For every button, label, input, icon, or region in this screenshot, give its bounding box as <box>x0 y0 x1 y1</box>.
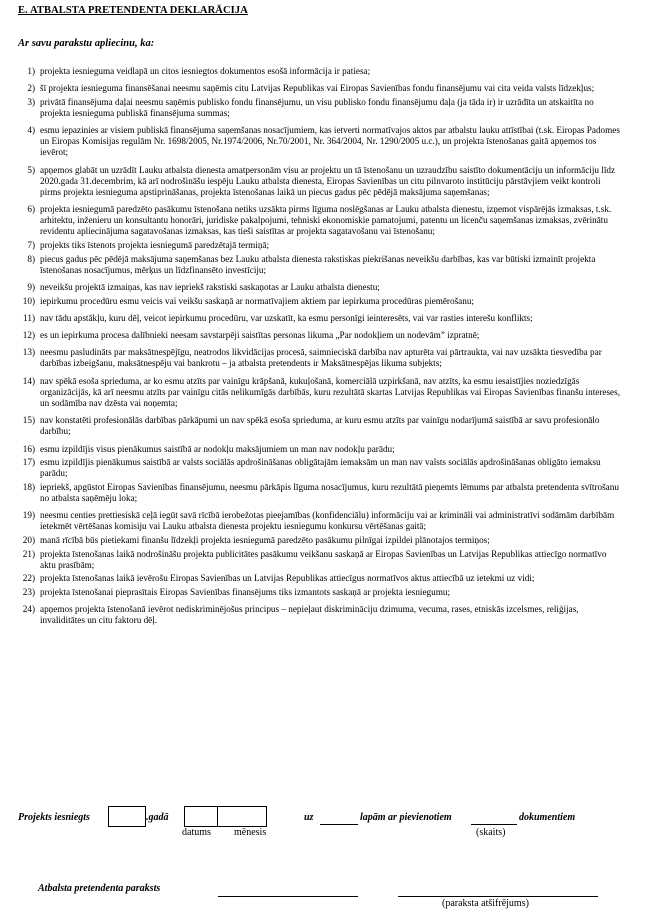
declaration-item <box>0 457 645 479</box>
item-number: 11) <box>23 312 35 323</box>
declaration-item <box>0 482 645 504</box>
item-number: 9) <box>27 281 35 292</box>
declaration-item <box>0 444 645 455</box>
declaration-item <box>0 376 645 409</box>
item-text: neveikšu projektā izmaiņas, kas nav iepriekš rakstiski saskaņotas ar Lauku atbalsta dienestu; <box>40 281 380 292</box>
item-text: šī projekta iesnieguma finansēšanai neesmu saņēmis citu Latvijas Republikas vai Eiropas Savienības fondu finansējumu vai cita veida valsts līdzekļus; <box>40 83 595 94</box>
submission-and-signature <box>0 800 645 912</box>
item-text: projekta īstenošanas laikā ievērošu Eiropas Savienības un Latvijas Republikas attiecīgus normatīvos aktus attiecībā uz ietekmi uz vidi; <box>40 573 535 584</box>
item-text: esmu izpildījis pienākumus saistībā ar valsts sociālās apdrošināšanas obligātajām iemaksām un man nav valsts sociālās apdrošināšanas obligāto iemaksu parādu; <box>40 457 601 479</box>
declaration-item <box>0 549 645 571</box>
declaration-item <box>0 415 645 437</box>
declaration-item <box>0 347 645 369</box>
item-number: 16) <box>22 443 35 454</box>
declaration-item <box>0 254 645 276</box>
declaration-item <box>0 535 645 546</box>
declaration-item <box>0 165 645 198</box>
signature-label: Atbalsta pretendenta paraksts <box>38 883 161 894</box>
item-number: 14) <box>22 375 35 386</box>
item-number: 13) <box>22 347 35 358</box>
submitted-label: Projekts iesniegts <box>18 812 90 823</box>
item-number: 20) <box>22 534 35 545</box>
declaration-item <box>0 97 645 119</box>
item-number: 18) <box>22 481 35 492</box>
transcript-caption: (paraksta atšifrējums) <box>442 898 529 909</box>
declaration-item <box>0 66 645 77</box>
item-text: projekta iesnieguma veidlapā un citos iesniegtos dokumentos esošā informācija ir patiesa; <box>40 66 371 76</box>
item-number: 4) <box>27 125 35 136</box>
count-caption: (skaits) <box>476 827 506 838</box>
item-number: 17) <box>22 457 35 468</box>
item-text: projekta iesniegumā paredzēto pasākumu īstenošana netiks uzsākta pirms līguma noslēgšanas ar Lauku atbalsta dienestu, izņemot vispārējās izmaksas, t.sk. arhitektu, inženieru un konsultantu honorāri, juridiske pakalpojumi, tehniski ekonomiskie pamatojumi, patentu un licenču saņemšanas izmaksas, zvērinātu revidentu apliecinājuma sagatavošanas izmaksas, kas tieši saistītas ar projekta sagatavošanu vai īstenošanu; <box>40 204 612 237</box>
item-number: 24) <box>22 604 35 615</box>
day-field[interactable] <box>184 806 218 827</box>
pages-count-line[interactable] <box>320 824 358 825</box>
item-number: 22) <box>22 573 35 584</box>
item-number: 7) <box>27 239 35 250</box>
item-text: apņemos projekta īstenošanā ievērot nediskriminējošus principus – nepieļaut diskrimināciju dzimuma, vecuma, rases, etniskās izcelsmes, reliģijas, invaliditātes un citu faktoru dēļ. <box>40 604 579 626</box>
item-number: 23) <box>22 586 35 597</box>
declaration-item <box>0 240 645 251</box>
item-number: 6) <box>27 204 35 215</box>
day-caption: datums <box>182 827 211 838</box>
declaration-list <box>0 66 645 632</box>
declaration-item <box>0 330 645 341</box>
item-text: es un iepirkuma procesa dalībnieki neesam savstarpēji saistītas personas likuma „Par nodokļiem un nodevām” izpratnē; <box>40 330 480 341</box>
documents-count-line[interactable] <box>471 824 517 825</box>
section-heading: E. ATBALSTA PRETENDENTA DEKLARĀCIJA <box>18 5 248 16</box>
declaration-item <box>0 587 645 598</box>
year-field[interactable] <box>108 806 146 827</box>
declaration-item <box>0 604 645 626</box>
item-text: neesmu pasludināts par maksātnespējīgu, neatrodos likvidācijas procesā, saimnieciskā darbība nav apturēta vai pārtraukta, vai nav uzsākta tiesvedība par darbības izbeigšanu, maksātnespēju vai bankrotu – ja atbalsta pretendents ir Maksātnespējas likuma subjekts; <box>40 347 602 369</box>
item-number: 8) <box>27 253 35 264</box>
item-number: 2) <box>27 83 35 94</box>
declaration-item <box>0 510 645 532</box>
item-text: apņemos glabāt un uzrādīt Lauku atbalsta dienesta amatpersonām visu ar projektu un tā īstenošanu un uzraudzību saistīto dokumentāciju un informāciju līdz 2020.gada 31.decembrim, kā arī nodrošināšu iespēju Lauku atbalsta dienesta, Eiropas Savienības un citu pilnvaroto institūciju pārstāvjiem veikt kontroli pirms projekta iesnieguma apstiprināšanas, projekta īstenošanas laikā un piecus gadus pēc pēdējā maksājuma saņemšanas; <box>40 164 616 197</box>
year-suffix: .gadā <box>146 812 169 823</box>
item-text: projekts tiks īstenots projekta iesniegumā paredzētajā termiņā; <box>40 239 270 250</box>
uz-label: uz <box>304 812 314 823</box>
declaration-item <box>0 296 645 307</box>
item-number: 1) <box>27 66 35 76</box>
item-number: 12) <box>22 330 35 341</box>
declaration-item <box>0 83 645 94</box>
item-number: 5) <box>27 164 35 175</box>
item-text: esmu izpildījis visus pienākumus saistībā ar nodokļu maksājumiem un man nav nodokļu parādu; <box>40 443 395 454</box>
item-text: projekta īstenošanas laikā nodrošināšu projekta publicitātes pasākumu veikšanu saskaņā ar Eiropas Savienības un Latvijas Republikas attiecīgo normatīvo aktu prasībām; <box>40 548 607 570</box>
declaration-intro: Ar savu parakstu apliecinu, ka: <box>18 38 155 49</box>
item-text: iepirkumu procedūru esmu veicis vai veikšu saskaņā ar normatīvajiem aktiem par iepirkuma procedūras piemērošanu; <box>40 295 474 306</box>
declaration-item <box>0 282 645 293</box>
month-field[interactable] <box>217 806 267 827</box>
declaration-item <box>0 204 645 237</box>
item-number: 10) <box>22 295 35 306</box>
item-number: 15) <box>22 415 35 426</box>
item-text: nav konstatēti profesionālās darbības pārkāpumi un nav spēkā esoša sprieduma, ar kuru esmu atzīts par vainīgu nodarījumā saistībā ar savu profesionālo darbību; <box>40 415 600 437</box>
item-text: piecus gadus pēc pēdējā maksājuma saņemšanas bez Lauku atbalsta dienesta rakstiskas piekrišanas neveikšu darbības, kas var būtiski izmainīt projekta īstenošanas nosacījumus, mērķus un līdzfinansēto investīciju; <box>40 253 596 275</box>
item-text: nav tādu apstākļu, kuru dēļ, veicot iepirkumu procedūru, var uzskatīt, ka esmu personīgi ieinteresēts, vai var rasties interešu konflikts; <box>40 312 533 323</box>
item-text: privātā finansējuma daļai neesmu saņēmis publisko fondu finansējumu, un visu publisko fondu finansējumu daļa (ja tāda ir) ir uzrādīta un atskaitīta no projekta iesnieguma publiskā finansējuma summas; <box>40 96 594 118</box>
month-caption: mēnesis <box>234 827 267 838</box>
declaration-item <box>0 573 645 584</box>
item-text: nav spēkā esoša sprieduma, ar ko esmu atzīts par vainīgu krāpšanā, kukuļošanā, komerciālā uzpirkšanā, nav atzīts, ka esmu iesaistījies noziedzīgās organizācijās, kā arī neesmu atzīts par vainīgu citās nelikumīgās darbībās, kuru rezultātā skartas Latvijas Republikas vai Eiropas Savienības finanšu intereses, un sodāmība nav dzēsta vai noņemta; <box>40 375 620 408</box>
item-number: 19) <box>22 510 35 521</box>
declaration-item <box>0 125 645 158</box>
pages-text: lapām ar pievienotiem <box>360 812 452 823</box>
signature-line[interactable] <box>218 896 358 897</box>
item-text: neesmu centies prettiesiskā ceļā iegūt savā rīcībā ierobežotas pieejamības (konfidenciālu) informāciju vai ar krimināli vai administratīvi sodāmām darbībām ietekmēt vērtēšanas komisiju vai Lauku atbalsta dienesta projektu iesniegumu konkursu vērtēšanas gaitā; <box>40 510 615 532</box>
item-text: iepriekš, apgūstot Eiropas Savienības finansējumu, neesmu pārkāpis līguma nosacījumus, kuru rezultātā pieņemts lēmums par atbalsta pretendenta svītrošanu no atbalsta saņēmēju loka; <box>40 481 619 503</box>
item-text: manā rīcībā būs pietiekami finanšu līdzekļi projekta iesniegumā paredzēto pasākumu pilnīgai izpildei plānotajos termiņos; <box>40 534 490 545</box>
documents-text: dokumentiem <box>519 812 576 823</box>
declaration-item <box>0 313 645 324</box>
item-text: esmu iepazinies ar visiem publiskā finansējuma saņemšanas nosacījumiem, kas ietverti normatīvajos aktos par atbalstu lauku attīstībai (t.sk. Eiropas Padomes un Eiropas Komisijas regulām Nr. 1698/2005, Nr.1974/2006, Nr.70/2001, Nr. 364/2004, Nr. 1290/2005 u.c.), un projekta īstenošanas gaitā apņemos tos ievērot; <box>40 125 620 158</box>
item-number: 3) <box>27 96 35 107</box>
item-text: projekta īstenošanai pieprasītais Eiropas Savienības finansējums tiks izmantots saskaņā ar projekta iesniegumu; <box>40 586 451 597</box>
item-number: 21) <box>22 548 35 559</box>
signature-transcript-line[interactable] <box>398 896 598 897</box>
